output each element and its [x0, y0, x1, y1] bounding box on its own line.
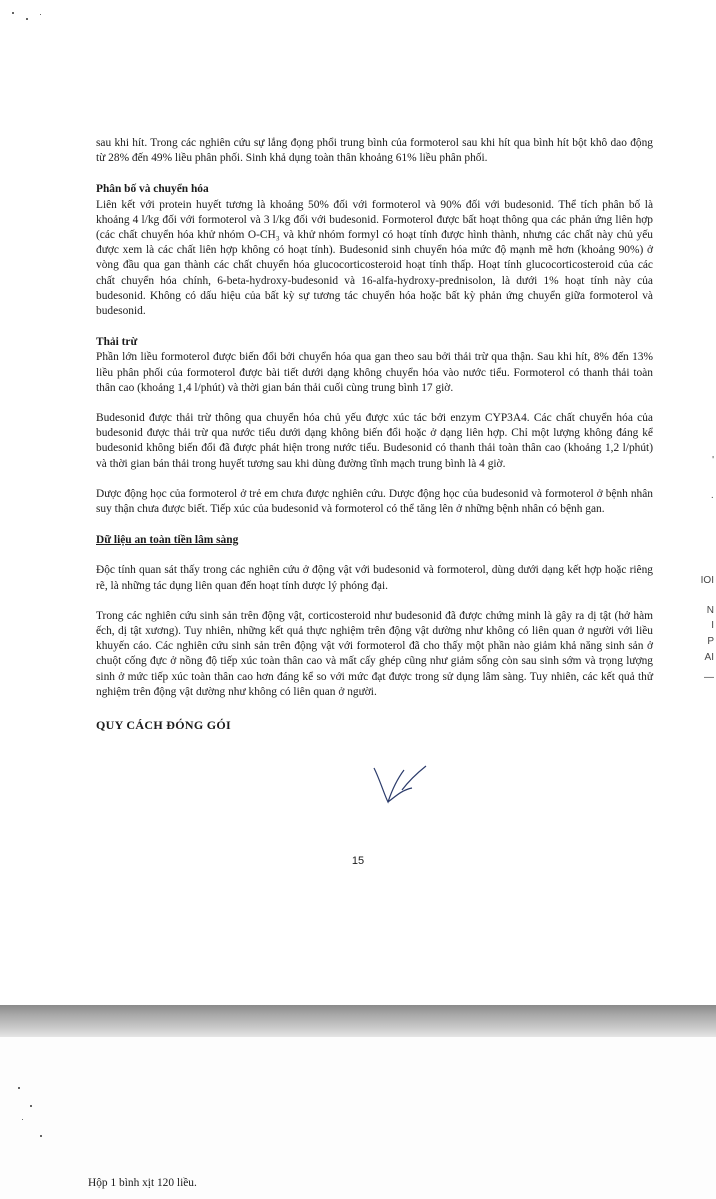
edge-mark: IOI	[700, 575, 714, 586]
paragraph-distribution: Liên kết với protein huyết tương là khoảng 50% đối với formoterol và 90% đối với budesonid. Thể tích phân bố là khoảng 4 l/kg đối với formoterol và 3 l/kg đối với budesonid. Formoterol được bất hoạt thông qua các phản ứng liên hợp (các chất chuyển hóa khử nhóm O-CH₃ và khử nhóm formyl có hoạt tính được hình thành, nhưng các chất này chủ yếu được xem là các chất liên hợp không có hoạt tính). Budesonid sinh chuyển hóa mức độ mạnh mẽ hơn (khoảng 90%) ở vòng đầu qua gan thành các chất chuyển hóa glucocorticosteroid hoạt tính thấp. Hoạt tính glucocorticosteroid của các chất chuyển hóa chính, 6-beta-hydroxy-budesonid và 16-alfa-hydroxy-prednisolon, là dưới 1% hoạt tính này của budesonid. Không có dấu hiệu của bất kỳ sự tương tác chuyển hóa hoặc bất kỳ phản ứng chuyển giữa formoterol và budesonid.	[96, 198, 653, 318]
scan-shadow-band	[0, 1005, 716, 1037]
heading-safety: Dữ liệu an toàn tiền lâm sàng	[96, 534, 239, 547]
edge-mark: N	[706, 605, 714, 616]
edge-mark: '	[712, 455, 714, 466]
edge-mark: AI	[704, 652, 714, 663]
paragraph-elimination-3: Dược động học của formoterol ở trẻ em chưa được nghiên cứu. Dược động học của budesonid và formoterol ở bệnh nhân suy thận chưa được biết. Tiếp xúc của budesonid và formoterol có thể tăng lên ở những bệnh nhân có bệnh gan.	[96, 487, 653, 516]
scan-speck	[30, 1105, 32, 1107]
edge-mark: ·	[710, 492, 714, 503]
main-text	[96, 136, 653, 733]
scan-speck	[40, 1135, 42, 1137]
heading-elimination: Thải trừ	[96, 336, 138, 349]
scan-speck	[12, 12, 14, 14]
scan-speck	[22, 1119, 23, 1120]
edge-mark: —	[704, 672, 714, 683]
heading-distribution: Phân bố và chuyển hóa	[96, 183, 209, 196]
heading-packaging: QUY CÁCH ĐÓNG GÓI	[96, 718, 231, 733]
paragraph-elimination-1: Phần lớn liều formoterol được biến đổi bởi chuyển hóa qua gan theo sau bởi thải trừ qua thận. Sau khi hít, 8% đến 13% liều phân phối của formoterol được bài tiết dưới dạng không chuyển hóa vào nước tiểu. Formoterol có thanh thải toàn thân cao (khoảng 1,4 l/phút) và thời gian bán thải cuối cùng trung bình 17 giờ.	[96, 351, 653, 394]
scan-speck	[26, 18, 28, 20]
paragraph-safety-2: Trong các nghiên cứu sinh sản trên động vật, corticosteroid như budesonid đã được chứng minh là gây ra dị tật (hở hàm ếch, dị tật xương). Tuy nhiên, những kết quả thực nghiệm trên động vật dường như không có liên quan ở người với liều khuyến cáo. Các nghiên cứu sinh sản trên động vật với formoterol đã cho thấy một phần nào giảm khả năng sinh sản ở chuột cống đực ở nồng độ tiếp xúc toàn thân cao và mất cấy ghép cũng như giảm sống còn sau sinh sớm và trọng lượng sinh ở mức tiếp xúc toàn thân cao hơn đáng kể so với mức đạt được trong sử dụng lâm sàng. Tuy nhiên, các kết quả thử nghiệm trên động vật dường như không có liên quan ở người.	[96, 609, 653, 698]
paragraph-safety-1: Độc tính quan sát thấy trong các nghiên cứu ở động vật với budesonid và formoterol, dùng dưới dạng kết hợp hoặc riêng rẽ, là những tác dụng liên quan đến hoạt tính dược lý phóng đại.	[96, 564, 653, 592]
edge-mark: P	[707, 636, 714, 647]
page-number: 15	[351, 855, 365, 867]
scan-speck	[40, 14, 41, 15]
next-page-sheet	[0, 1037, 716, 1199]
paragraph-elimination-2: Budesonid được thải trừ thông qua chuyển hóa chủ yếu được xúc tác bởi enzym CYP3A4. Các chất chuyển hóa của budesonid được thải trừ qua nước tiểu dưới dạng không biến đổi hoặc ở dạng liên hợp. Chỉ một lượng không đáng kể budesonid không biến đổi đã được phát hiện trong nước tiểu. Budesonid có thanh thải toàn thân cao (khoảng 1,2 l/phút) và thời gian bán thải trong huyết tương sau khi dùng đường tĩnh mạch trung bình là 4 giờ.	[96, 412, 653, 470]
packaging-text: Hộp 1 bình xịt 120 liều.	[88, 1177, 197, 1189]
scan-speck	[18, 1087, 20, 1089]
paragraph-intro: sau khi hít. Trong các nghiên cứu sự lắng đọng phổi trung bình của formoterol sau khi hít qua bình hít bột khô dao động từ 28% đến 49% liều phân phối. Sinh khả dụng toàn thân khoảng 61% liều phân phối.	[96, 137, 653, 165]
signature-mark	[372, 760, 432, 810]
edge-mark: I	[711, 620, 714, 631]
